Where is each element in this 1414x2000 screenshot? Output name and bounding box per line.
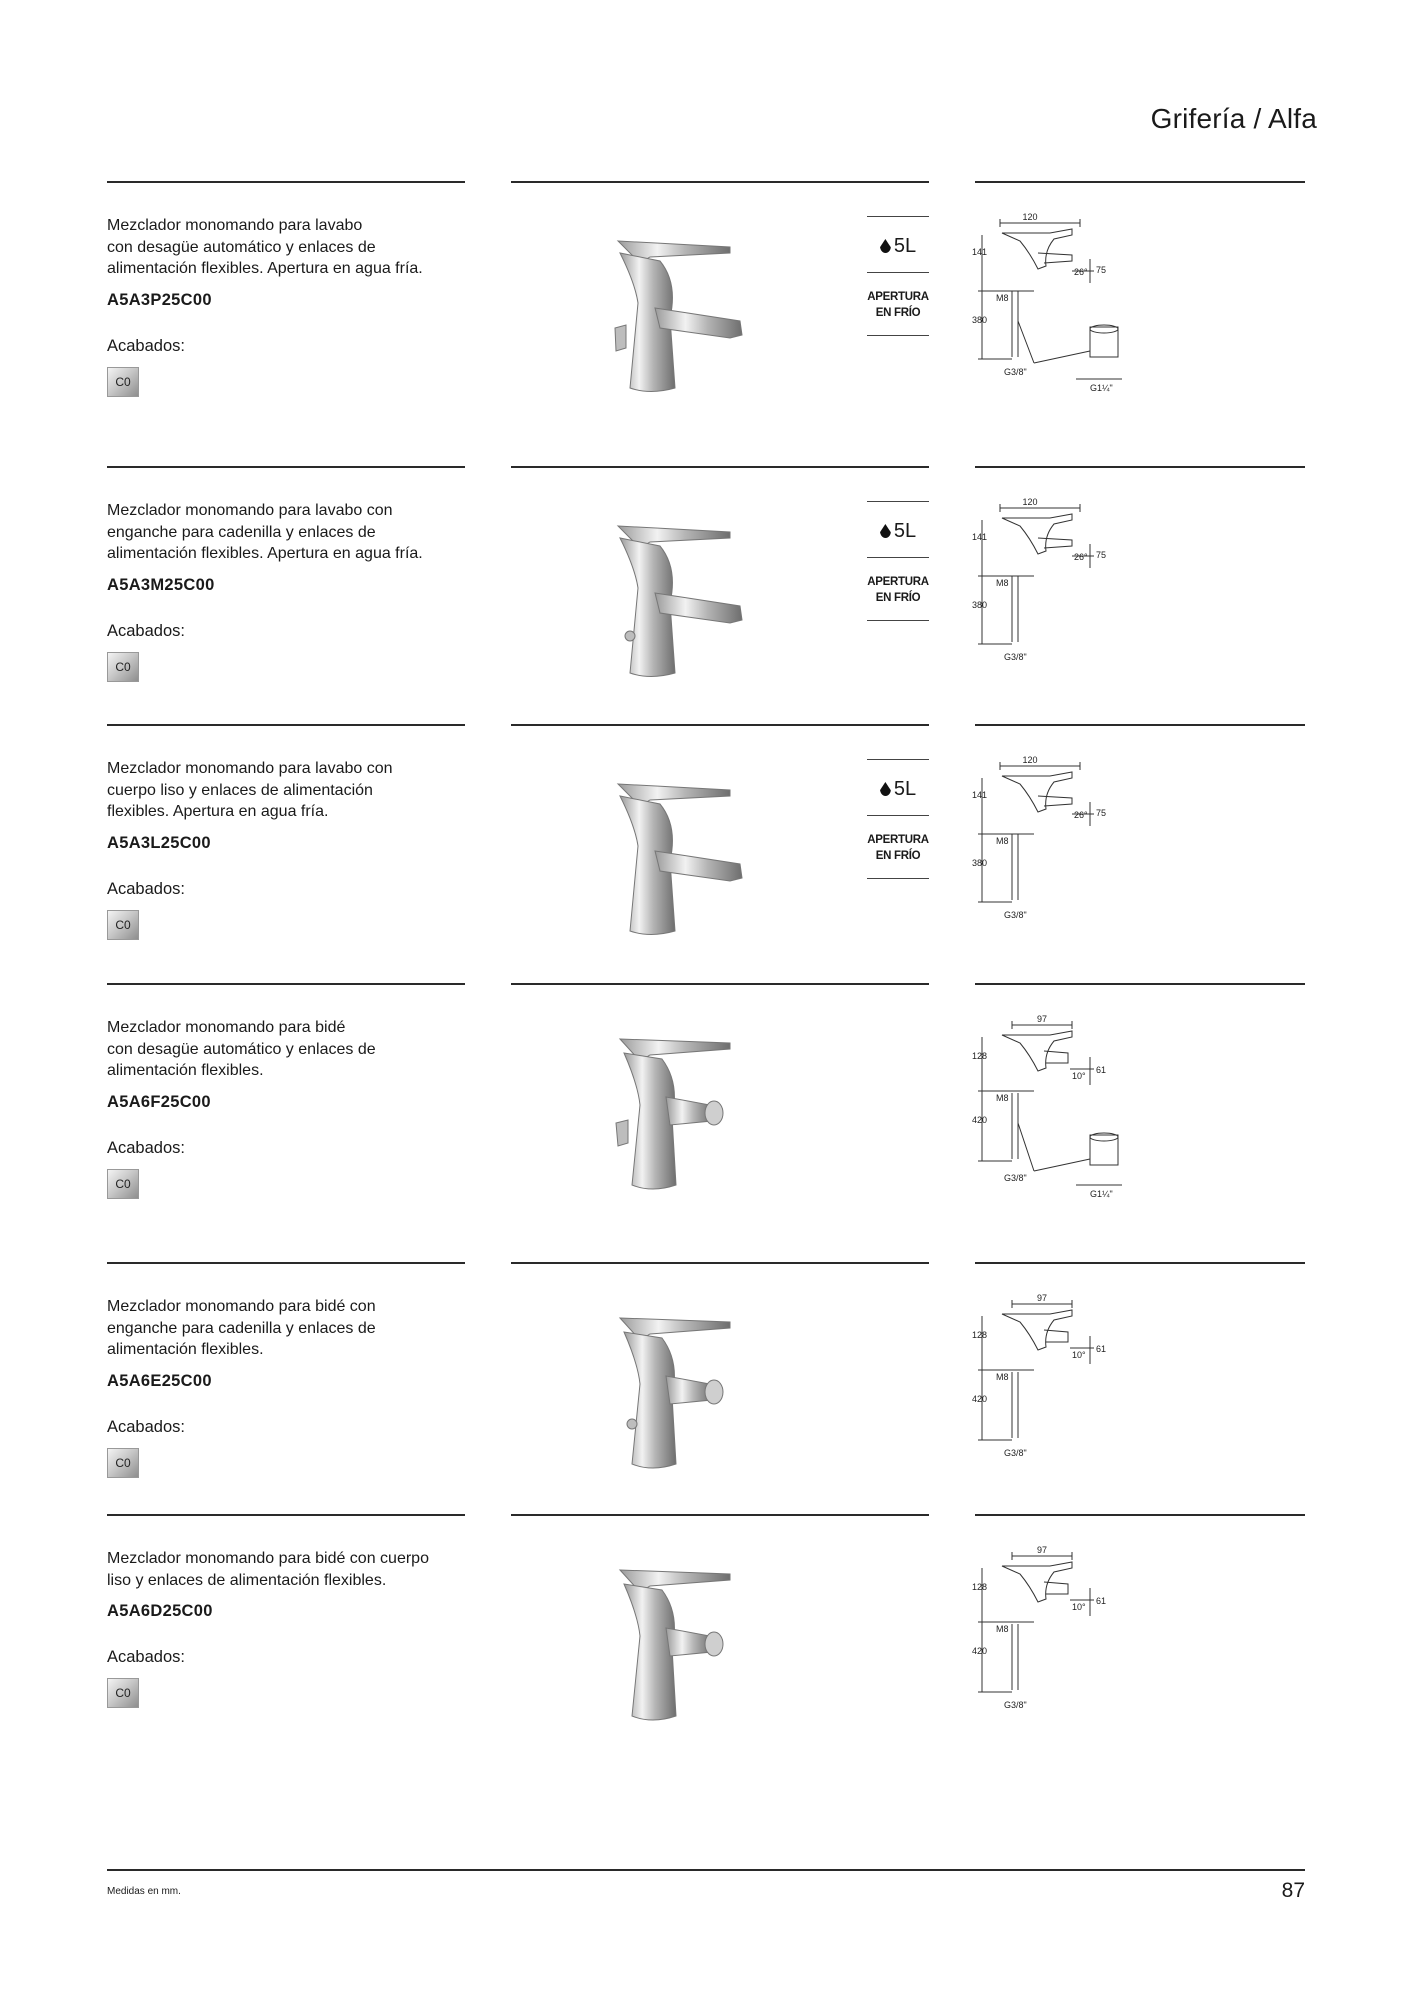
svg-text:128: 128 (972, 1330, 988, 1340)
svg-text:10°: 10° (1072, 1350, 1086, 1360)
svg-text:M8: M8 (996, 1093, 1009, 1103)
svg-text:G3/8": G3/8" (1004, 367, 1027, 377)
basin-mixer-image (590, 223, 780, 398)
svg-text:G3/8": G3/8" (1004, 910, 1027, 920)
svg-text:420: 420 (972, 1394, 988, 1404)
svg-text:G1¼": G1¼" (1090, 1189, 1113, 1199)
svg-text:75: 75 (1096, 265, 1107, 275)
finishes-label: Acabados: (107, 1648, 185, 1666)
divider (511, 1262, 929, 1264)
flow-rate: 5L (893, 778, 917, 800)
technical-drawing (972, 496, 1142, 691)
product-code: A5A3M25C00 (107, 576, 215, 594)
product-description: Mezclador monomando para bidé con desagüe automático y enlaces de alimentación flexibles. (107, 1019, 376, 1079)
svg-text:120: 120 (1022, 497, 1038, 507)
divider (107, 1514, 465, 1516)
technical-drawing (972, 754, 1142, 949)
flow-rate: 5L (893, 520, 917, 542)
flow-badge (867, 501, 929, 621)
water-drop-icon (880, 524, 891, 538)
water-drop-icon (880, 239, 891, 253)
svg-text:M8: M8 (996, 1372, 1009, 1382)
svg-text:61: 61 (1096, 1344, 1107, 1354)
svg-text:75: 75 (1096, 808, 1107, 818)
divider (107, 181, 465, 183)
flow-badge (867, 759, 929, 879)
flow-badge (867, 216, 929, 336)
svg-text:128: 128 (972, 1051, 988, 1061)
product-description: Mezclador monomando para bidé con enganche para cadenilla y enlaces de alimentación flexibles. (107, 1298, 376, 1358)
footer-divider (107, 1869, 1305, 1871)
finish-swatch-chrome: C0 (107, 1678, 139, 1708)
cold-start-label: APERTURA EN FRÍO (867, 834, 929, 862)
svg-text:75: 75 (1096, 550, 1107, 560)
divider (975, 1514, 1305, 1516)
divider (975, 1262, 1305, 1264)
svg-text:380: 380 (972, 600, 988, 610)
svg-text:10°: 10° (1072, 1071, 1086, 1081)
basin-mixer-image (590, 766, 780, 941)
finish-swatch-chrome: C0 (107, 1448, 139, 1478)
finish-swatch-chrome: C0 (107, 910, 139, 940)
divider (975, 983, 1305, 985)
svg-text:M8: M8 (996, 293, 1009, 303)
finishes-label: Acabados: (107, 1418, 185, 1436)
svg-text:26°: 26° (1074, 267, 1088, 277)
svg-text:10°: 10° (1072, 1602, 1086, 1612)
finish-swatch-chrome: C0 (107, 1169, 139, 1199)
flow-rate: 5L (893, 235, 917, 257)
svg-text:97: 97 (1036, 1545, 1048, 1555)
divider (511, 724, 929, 726)
svg-text:420: 420 (972, 1115, 988, 1125)
svg-text:26°: 26° (1074, 810, 1088, 820)
divider (975, 181, 1305, 183)
product-code: A5A6E25C00 (107, 1372, 212, 1390)
divider (511, 181, 929, 183)
finishes-label: Acabados: (107, 622, 185, 640)
product-description: Mezclador monomando para lavabo con desagüe automático y enlaces de alimentación flexibles. Apertura en agua fría. (107, 217, 423, 277)
water-drop-icon (880, 782, 891, 796)
svg-text:97: 97 (1036, 1293, 1048, 1303)
svg-text:G3/8": G3/8" (1004, 652, 1027, 662)
svg-text:M8: M8 (996, 836, 1009, 846)
svg-text:141: 141 (972, 790, 988, 800)
product-code: A5A6F25C00 (107, 1093, 211, 1111)
svg-text:141: 141 (972, 247, 988, 257)
bidet-mixer-image (590, 1304, 780, 1479)
product-description: Mezclador monomando para bidé con cuerpo liso y enlaces de alimentación flexibles. (107, 1550, 429, 1589)
divider (107, 724, 465, 726)
footer-note: Medidas en mm. (107, 1886, 181, 1897)
svg-text:26°: 26° (1074, 552, 1088, 562)
finish-swatch-chrome: C0 (107, 367, 139, 397)
product-code: A5A3P25C00 (107, 291, 212, 309)
product-code: A5A6D25C00 (107, 1602, 213, 1620)
cold-start-label: APERTURA EN FRÍO (867, 291, 929, 319)
technical-drawing (972, 1544, 1142, 1739)
product-description: Mezclador monomando para lavabo con cuerpo liso y enlaces de alimentación flexibles. Apertura en agua fría. (107, 760, 393, 820)
finishes-label: Acabados: (107, 880, 185, 898)
divider (107, 1262, 465, 1264)
bidet-mixer-image (590, 1556, 780, 1731)
svg-text:380: 380 (972, 858, 988, 868)
divider (107, 983, 465, 985)
svg-text:61: 61 (1096, 1065, 1107, 1075)
finishes-label: Acabados: (107, 1139, 185, 1157)
cold-start-label: APERTURA EN FRÍO (867, 576, 929, 604)
technical-drawing (972, 211, 1142, 406)
divider (511, 466, 929, 468)
svg-text:G3/8": G3/8" (1004, 1700, 1027, 1710)
svg-text:G1¼": G1¼" (1090, 383, 1113, 393)
product-code: A5A3L25C00 (107, 834, 211, 852)
bidet-mixer-image (590, 1025, 780, 1200)
svg-text:380: 380 (972, 315, 988, 325)
svg-text:120: 120 (1022, 755, 1038, 765)
svg-text:97: 97 (1036, 1014, 1048, 1024)
technical-drawing (972, 1013, 1142, 1208)
svg-text:420: 420 (972, 1646, 988, 1656)
svg-text:M8: M8 (996, 578, 1009, 588)
divider (511, 1514, 929, 1516)
divider (975, 466, 1305, 468)
basin-mixer-image (590, 508, 780, 683)
svg-text:G3/8": G3/8" (1004, 1173, 1027, 1183)
page-number: 87 (1281, 1879, 1305, 1902)
finish-swatch-chrome: C0 (107, 652, 139, 682)
svg-text:141: 141 (972, 532, 988, 542)
divider (511, 983, 929, 985)
divider (107, 466, 465, 468)
page-title: Grifería / Alfa (1150, 103, 1317, 134)
divider (975, 724, 1305, 726)
finishes-label: Acabados: (107, 337, 185, 355)
product-description: Mezclador monomando para lavabo con enganche para cadenilla y enlaces de alimentación flexibles. Apertura en agua fría. (107, 502, 423, 562)
technical-drawing (972, 1292, 1142, 1487)
svg-text:M8: M8 (996, 1624, 1009, 1634)
svg-text:G3/8": G3/8" (1004, 1448, 1027, 1458)
svg-text:128: 128 (972, 1582, 988, 1592)
svg-text:61: 61 (1096, 1596, 1107, 1606)
svg-text:120: 120 (1022, 212, 1038, 222)
